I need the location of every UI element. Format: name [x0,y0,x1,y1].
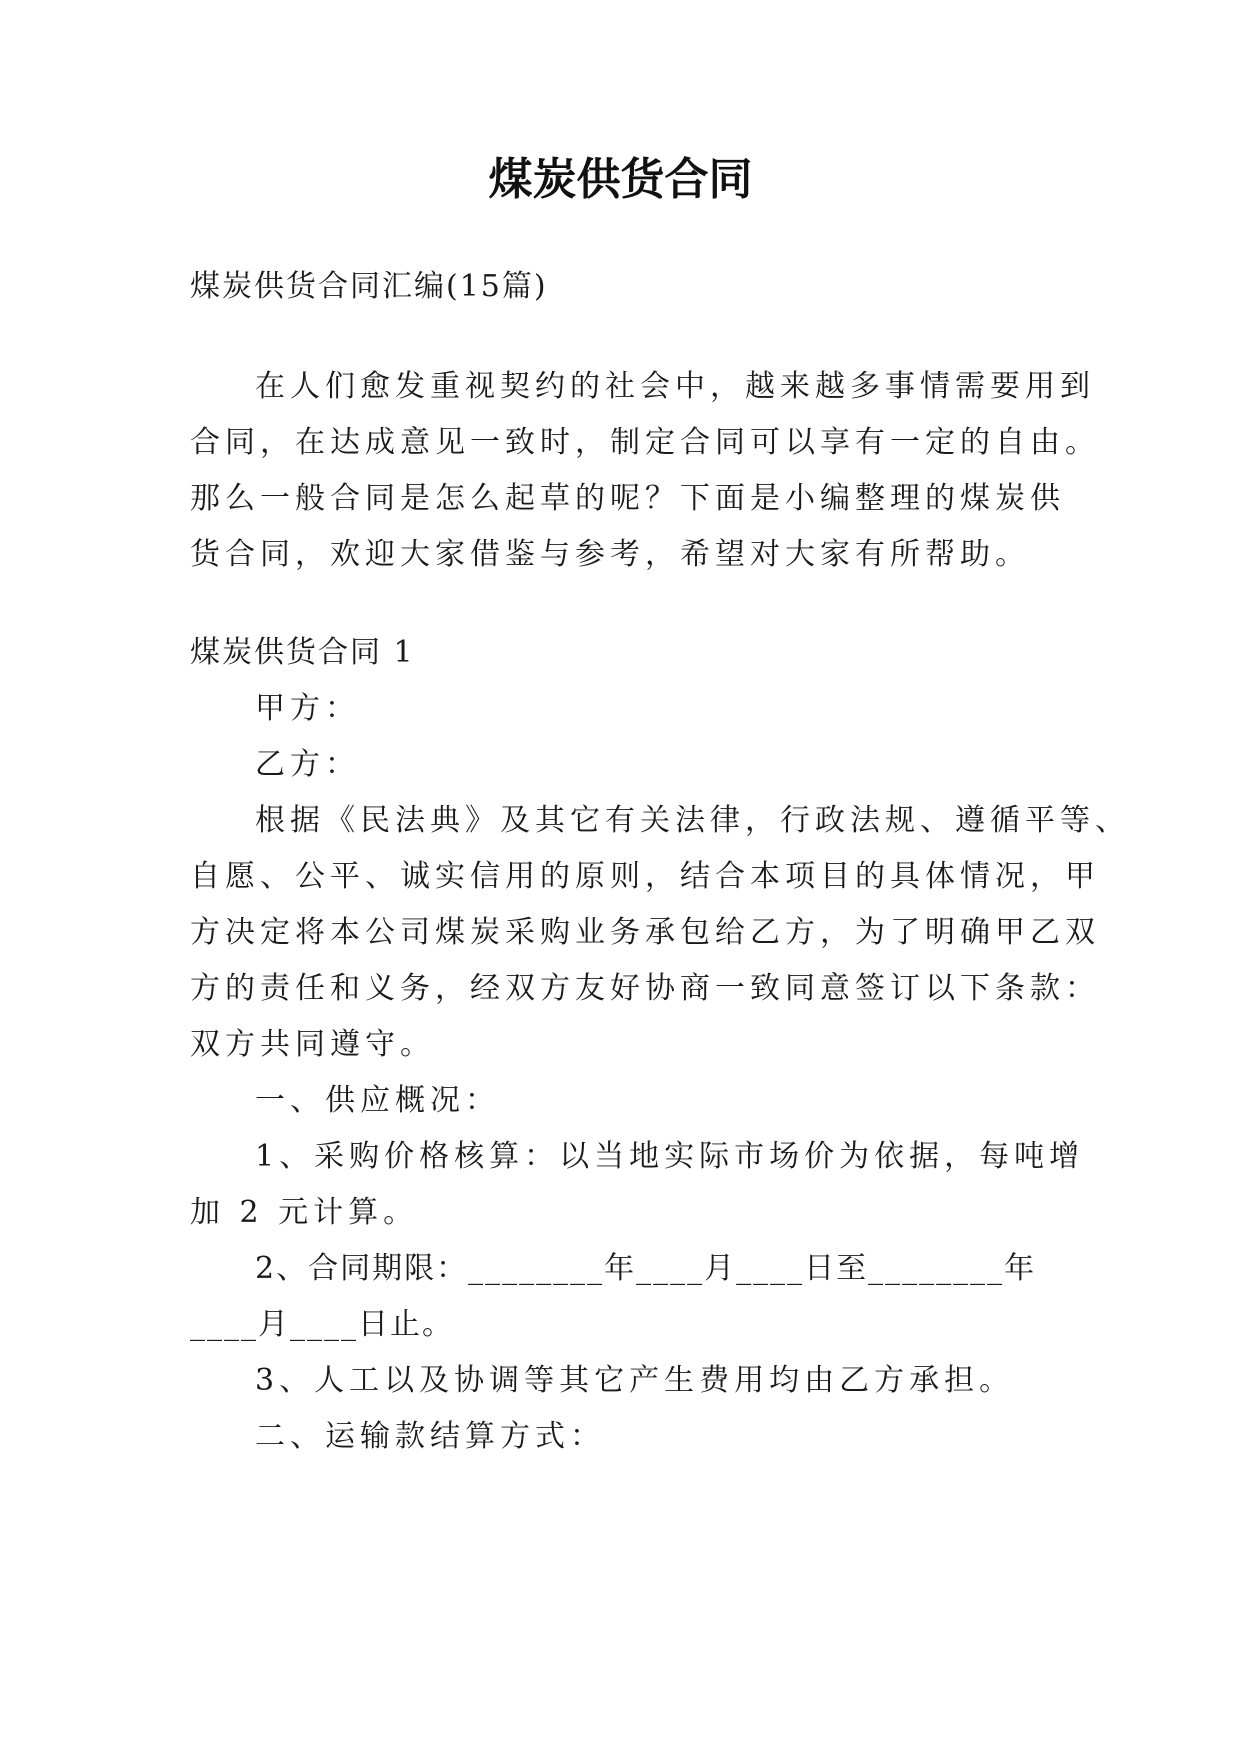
preamble-line-3: 方决定将本公司煤炭采购业务承包给乙方，为了明确甲乙双 [190,915,1100,950]
intro-line-3: 那么一般合同是怎么起草的呢？下面是小编整理的煤炭供 [190,481,1065,516]
section-heading: 煤炭供货合同 1 [190,635,415,670]
intro-line-2: 合同，在达成意见一致时，制定合同可以享有一定的自由。 [190,425,1100,460]
preamble-line-5: 双方共同遵守。 [190,1027,435,1062]
clause-1-item-2-line-1: 2、合同期限：________年____月____日至________年 [255,1251,1037,1286]
document-subtitle: 煤炭供货合同汇编(15篇) [190,269,548,304]
clause-2-heading: 二、运输款结算方式： [255,1419,605,1454]
clause-1-heading: 一、供应概况： [255,1083,500,1118]
clause-1-item-1-line-2: 加 2 元计算。 [190,1195,419,1230]
clause-1-item-3: 3、人工以及协调等其它产生费用均由乙方承担。 [255,1363,1015,1398]
clause-1-item-2-line-2: ____月____日止。 [190,1307,454,1342]
party-b-label: 乙方： [255,747,360,782]
party-a-label: 甲方： [255,691,360,726]
intro-line-1: 在人们愈发重视契约的社会中，越来越多事情需要用到 [255,369,1095,404]
preamble-line-4: 方的责任和义务，经双方友好协商一致同意签订以下条款： [190,971,1100,1006]
preamble-line-2: 自愿、公平、诚实信用的原则，结合本项目的具体情况，甲 [190,859,1100,894]
clause-1-item-1-line-1: 1、采购价格核算：以当地实际市场价为依据，每吨增 [255,1139,1085,1174]
preamble-line-1: 根据《民法典》及其它有关法律，行政法规、遵循平等、 [255,803,1130,838]
intro-line-4: 货合同，欢迎大家借鉴与参考，希望对大家有所帮助。 [190,537,1030,572]
document-title: 煤炭供货合同 [488,154,753,205]
